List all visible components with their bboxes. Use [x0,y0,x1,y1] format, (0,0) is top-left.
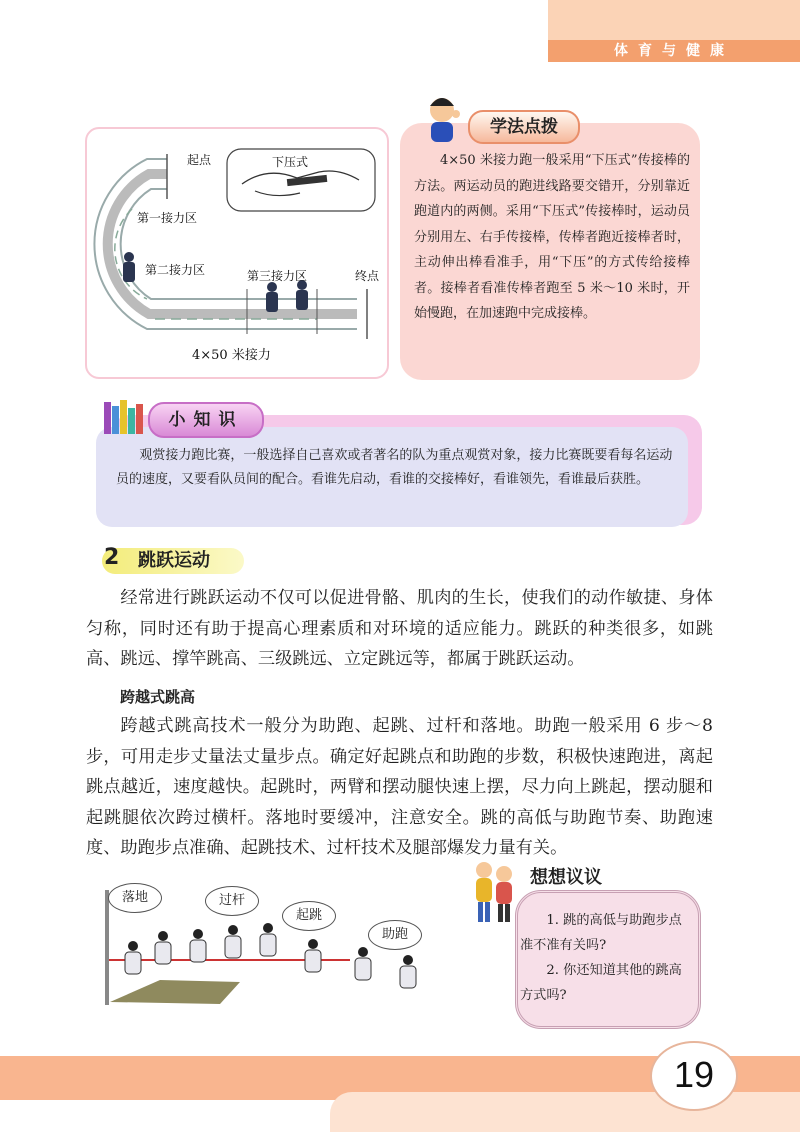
student-thinking-icon [418,92,468,144]
relay-zone2-label: 第二接力区 [145,263,206,277]
section-body-paragraph: 跨越式跳高技术一般分为助跑、起跳、过杆和落地。助跑一般采用 6 步～8 步，可用走步丈量法丈量步点。确定好起跳点和助跑的步数，积极快速跑进，离起跳点越近，速度越快。起跳时，两臂和摆动腿快速上摆，尽力向上跳起，摆动腿和起跳腿依次跨过横杆。落地时要缓冲，注意安全。跳的高低与助跑节奏、助跑速度、助跑步点准确、起跳技术、过杆技术及腿部爆发力量有关。 [86,716,713,858]
relay-start-label: 起点 [187,153,212,167]
students-discussing-icon [470,858,518,928]
page-number: 19 [673,1054,715,1095]
knowledge-title: 小知识 [148,402,264,438]
label-bar-clearance: 过杆 [205,886,259,916]
label-runup: 助跑 [368,920,422,950]
tip-title: 学法点拨 [468,110,580,144]
relay-diagram [85,127,389,379]
relay-track-illustration [87,129,387,377]
discuss-question-1: 1. 跳的高低与助跑步点准不准有关吗? [520,913,682,953]
label-landing: 落地 [108,883,162,913]
relay-zone3-label: 第三接力区 [247,269,308,283]
discuss-question-2: 2. 你还知道其他的跳高方式吗? [520,963,682,1003]
relay-end-label: 终点 [355,269,380,283]
header-title: 体育与健康 [548,40,800,62]
tip-text: 4×50 米接力跑一般采用“下压式”传接棒的方法。两运动员的跑进线路要交错开，分别靠近跑道内的两侧。采用“下压式”传接棒时，运动员分别用左、右手传接棒，传棒者跑近接棒者时，主动伸出棒看准手，用“下压”的方式传给接棒者。接棒者看准传棒者跑至 5 米～10 米时，开始慢跑，在加速跑中完成接棒。 [414,153,690,321]
discuss-title: 想想议议 [530,867,602,888]
section-number: 2 [104,545,120,570]
relay-zone1-label: 第一接力区 [137,211,198,225]
books-icon [102,398,150,436]
subheading: 跨越式跳高 [120,688,196,706]
relay-caption: 4×50 米接力 [192,348,271,363]
knowledge-text: 观赏接力跑比赛，一般选择自己喜欢或者著名的队为重点观赏对象，接力比赛既要看每名运动员的速度，又要看队员间的配合。看谁先启动，看谁的交接棒好，看谁领先，看谁最后获胜。 [116,448,673,487]
label-takeoff: 起跳 [282,901,336,931]
section-intro-paragraph: 经常进行跳跃运动不仅可以促进骨骼、肌肉的生长，使我们的动作敏捷、身体匀称，同时还有助于提高心理素质和对环境的适应能力。跳跃的种类很多，如跳高、跳远、撑竿跳高、三级跳远、立定跳远等，都属于跳跃运动。 [86,588,713,669]
relay-inset-label: 下压式 [272,155,309,169]
section-title: 跳跃运动 [138,550,210,571]
discuss-questions [520,908,686,1008]
